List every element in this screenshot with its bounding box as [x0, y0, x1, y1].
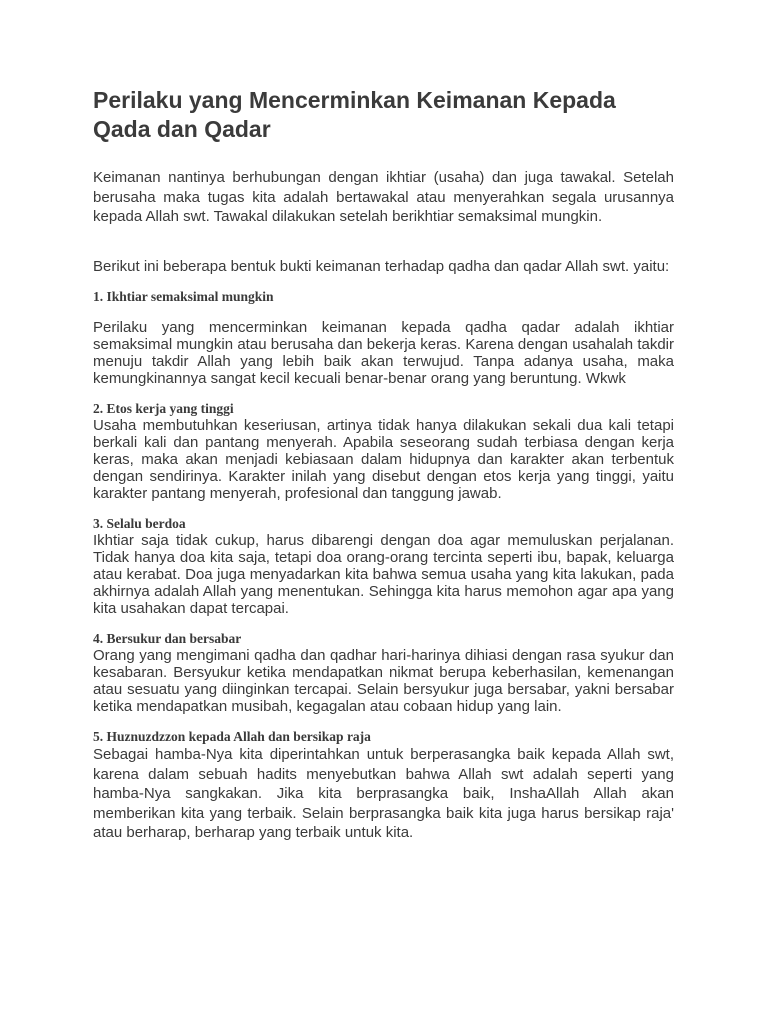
section-heading-2: 2. Etos kerja yang tinggi: [93, 401, 234, 416]
intro-paragraph-2: Berikut ini beberapa bentuk bukti keimanan terhadap qadha dan qadar Allah swt. yaitu:: [93, 257, 670, 275]
section-heading-3: 3. Selalu berdoa: [93, 516, 186, 531]
section-heading-4: 4. Bersukur dan bersabar: [93, 631, 242, 646]
section-body-3: Ikhtiar saja tidak cukup, harus dibarengi dengan doa agar memuluskan perjalanan. Tidak hanya doa kita saja, tetapi doa orang-orang tercinta seperti ibu, bapak, keluarga atau kerabat. Doa juga menyadarkan kita bahwa semua usaha yang kita lakukan, pada akhirnya adalah Allah yang menentukan. Sehingga kita harus memohon agar apa yang kita usahakan dapat tercapai.: [93, 532, 674, 617]
document-title: Perilaku yang Mencerminkan Keimanan Kepada Qada dan Qadar: [93, 87, 616, 142]
section-3: [93, 515, 674, 617]
section-2: [93, 400, 674, 502]
section-body-1: Perilaku yang mencerminkan keimanan kepada qadha qadar adalah ikhtiar semaksimal mungkin atau berusaha dan bekerja keras. Karena dengan usahalah takdir menuju takdir Allah yang lebih baik akan terwujud. Tanpa adanya usaha, maka kemungkinannya sangat kecil kecuali benar-benar orang yang beruntung. Wkwk: [93, 319, 674, 387]
section-body-2: Usaha membutuhkan keseriusan, artinya tidak hanya dilakukan sekali dua kali tetapi berkali kali dan pantang menyerah. Apabila seseorang sudah terbiasa dengan kerja keras, maka akan menjadi kebiasaan dalam hidupnya dan karakter akan terbentuk dengan sendirinya. Karakter inilah yang disebut dengan etos kerja yang tinggi, yaitu karakter pantang menyerah, profesional dan tanggung jawab.: [93, 417, 674, 502]
section-5: [93, 728, 674, 843]
section-body-5: Sebagai hamba-Nya kita diperintahkan untuk berperasangka baik kepada Allah swt, karena dalam sebuah hadits menyebutkan bahwa Allah swt adalah seperti yang hamba-Nya sangkakan. Jika kita berprasangka baik, InshaAllah Allah akan memberikan kita yang terbaik. Selain berprasangka baik kita juga harus bersikap raja' atau berharap, berharap yang terbaik untuk kita.: [93, 746, 674, 841]
section-heading-5: 5. Huznuzdzzon kepada Allah dan bersikap raja: [93, 729, 371, 744]
section-heading-1: 1. Ikhtiar semaksimal mungkin: [93, 289, 274, 304]
intro-paragraph-1: Keimanan nantinya berhubungan dengan ikhtiar (usaha) dan juga tawakal. Setelah berusaha maka tugas kita adalah bertawakal atau menyerahkan segala urusannya kepada Allah swt. Tawakal dilakukan setelah berikhtiar semaksimal mungkin.: [93, 169, 674, 225]
document-page: [93, 86, 674, 843]
section-4: [93, 630, 674, 715]
section-1: [93, 288, 674, 387]
section-body-4: Orang yang mengimani qadha dan qadhar hari-harinya dihiasi dengan rasa syukur dan kesabaran. Bersyukur ketika mendapatkan nikmat berupa keberhasilan, kemenangan atau sesuatu yang diinginkan tercapai. Selain bersyukur juga bersabar, yakni bersabar ketika mendapatkan musibah, kegagalan atau cobaan hidup yang lain.: [93, 647, 674, 715]
